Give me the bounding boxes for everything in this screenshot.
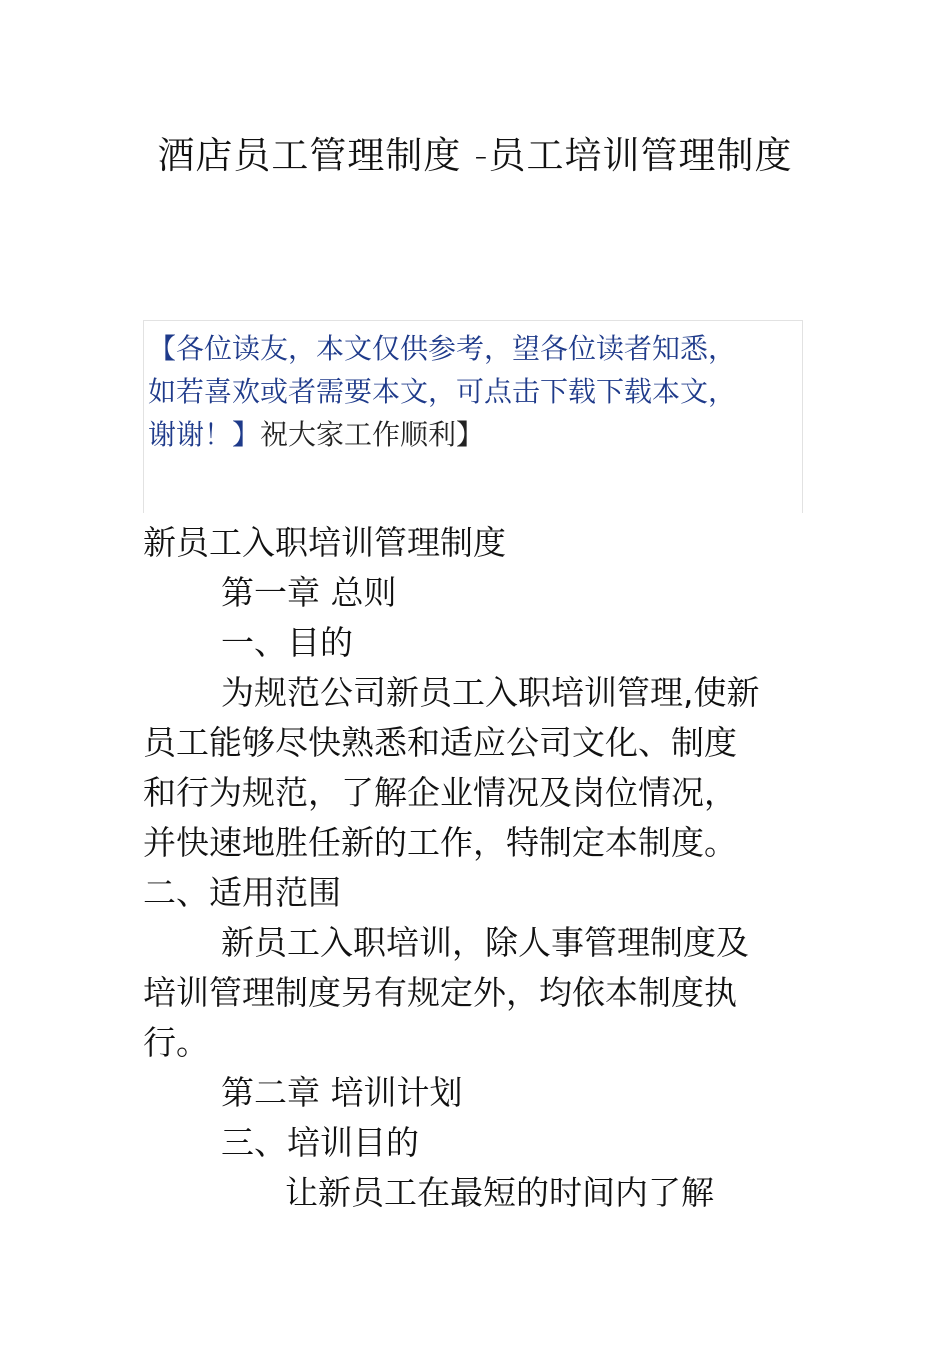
section-heading: 新员工入职培训管理制度 (143, 523, 506, 562)
section-heading-purpose: 一、目的 (221, 623, 353, 662)
document-body (143, 518, 763, 1218)
document-title: 酒店员工管理制度 -员工培训管理制度 (157, 134, 793, 177)
paragraph-training-purpose: 让新员工在最短的时间内了解 (285, 1173, 714, 1212)
paragraph-scope: 新员工入职培训，除人事管理制度及培训管理制度另有规定外，均依本制度执行。 (143, 923, 749, 1062)
reader-notice (148, 327, 758, 456)
reader-notice-box (143, 320, 803, 513)
chapter-heading-1: 第一章 总则 (221, 573, 397, 612)
reader-notice-text: 【各位读友，本文仅供参考，望各位读者知悉，如若喜欢或者需要本文，可点击下载下载本文，谢谢！】 (148, 332, 737, 451)
paragraph-purpose: 为规范公司新员工入职培训管理,使新员工能够尽快熟悉和适应公司文化、制度和行为规范，了解企业情况及岗位情况，并快速地胜任新的工作，特制定本制度。 二、适用范围 (143, 673, 760, 912)
chapter-heading-2: 第二章 培训计划 (221, 1073, 463, 1112)
section-heading-training-purpose: 三、培训目的 (221, 1123, 419, 1162)
reader-notice-tail: 祝大家工作顺利】 (260, 418, 485, 451)
